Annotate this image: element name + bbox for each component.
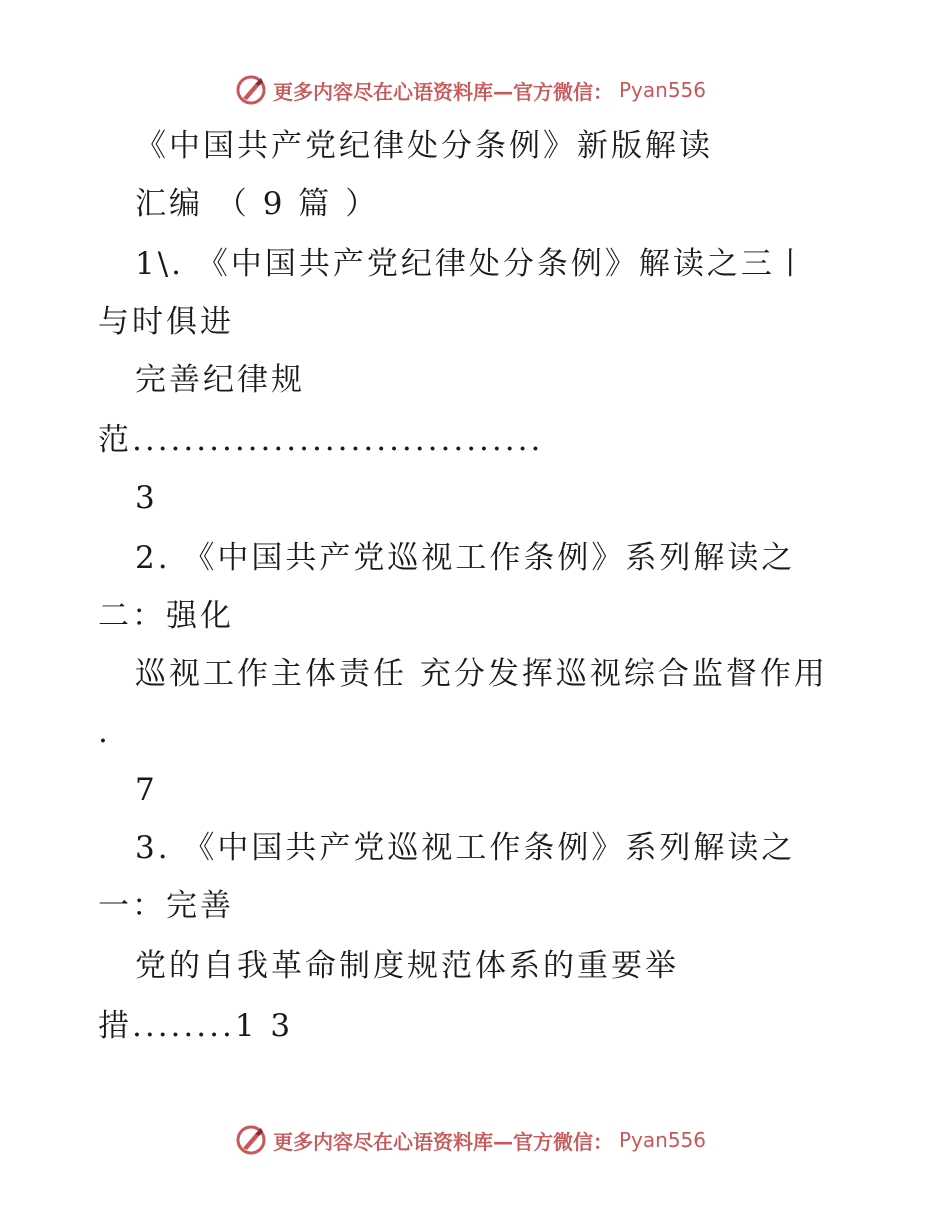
toc-item-3-line2: 一：完善 xyxy=(98,888,234,924)
watermark-wechat-id: Pyan556 xyxy=(619,78,707,102)
document-title-line1: 《中国共产党纪律处分条例》新版解读 xyxy=(135,128,713,164)
toc-item-1-line3: 完善纪律规 xyxy=(135,362,305,398)
toc-item-2-line2: 二：强化 xyxy=(98,598,234,634)
toc-item-3-line4: 措........1 3 xyxy=(98,1008,294,1044)
document-title-line2: 汇编 （ 9 篇 ） xyxy=(135,186,380,222)
toc-item-3-line3: 党的自我革命制度规范体系的重要举 xyxy=(135,948,679,984)
toc-item-2-line1: 2. 《中国共产党巡视工作条例》系列解读之 xyxy=(135,540,796,576)
toc-item-1-line2: 与时俱进 xyxy=(98,304,234,340)
toc-item-2-line4: . xyxy=(98,714,111,750)
pen-logo-icon xyxy=(235,74,267,106)
toc-item-2-page: 7 xyxy=(135,772,158,808)
watermark-footer xyxy=(235,1122,706,1158)
toc-item-1-line4: 范................................ xyxy=(98,422,544,458)
watermark-text: 更多内容尽在心语资料库—官方微信： xyxy=(273,79,613,104)
toc-item-1-page: 3 xyxy=(135,480,158,516)
toc-item-2-line3: 巡视工作主体责任 充分发挥巡视综合监督作用 xyxy=(135,656,828,692)
watermark-text: 更多内容尽在心语资料库—官方微信： xyxy=(273,1129,613,1154)
watermark-header xyxy=(235,72,706,108)
toc-item-1-line1: 1\. 《中国共产党纪律处分条例》解读之三丨 xyxy=(135,246,809,282)
toc-item-3-line1: 3. 《中国共产党巡视工作条例》系列解读之 xyxy=(135,830,796,866)
watermark-wechat-id: Pyan556 xyxy=(619,1128,707,1152)
pen-logo-icon xyxy=(235,1124,267,1156)
